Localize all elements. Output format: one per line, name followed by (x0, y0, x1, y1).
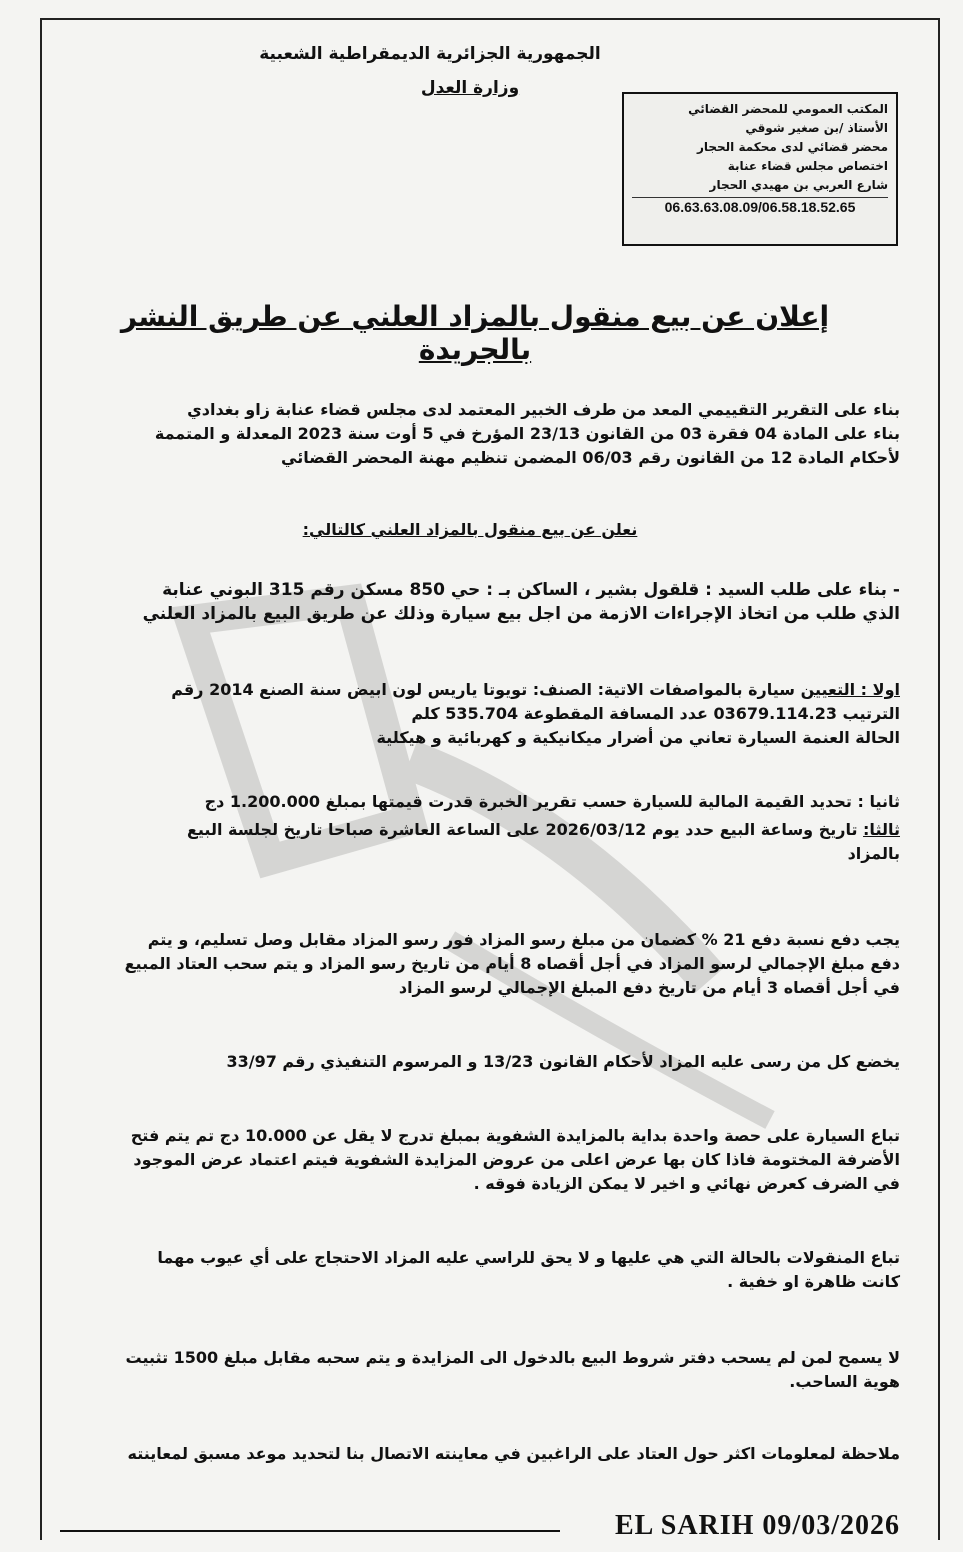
request-paragraph (70, 578, 900, 626)
third-line: بالمزاد (847, 844, 900, 863)
condition-paragraph (70, 1246, 900, 1294)
sale-paragraph (70, 1124, 900, 1196)
third-label: ثالثا: (863, 820, 900, 839)
third-line: تاريخ وساعة البيع حدد يوم 2026/03/12 على الساعة العاشرة صباحا تاريخ لجلسة البيع (186, 820, 858, 839)
office-line: المكتب العمومي للمحضر القضائي (688, 102, 888, 116)
sale-line: تباع السيارة على حصة واحدة بداية بالمزايدة الشفوية بمبلغ تدرج لا يقل عن 10.000 دج تم يتم فتح (130, 1126, 900, 1145)
third-paragraph (70, 818, 900, 866)
subject-paragraph (70, 1050, 900, 1074)
second-line: ثانيا : تحديد القيمة المالية للسيارة حسب تقرير الخبرة قدرت قيمتها بمبلغ 1.200.000 دج (204, 792, 900, 811)
announcement-subheading: نعلن عن بيع منقول بالمزاد العلني كالتالي: (302, 520, 638, 539)
office-line: الأستاذ /بن صغير شوقي (745, 121, 888, 135)
notice-title: إعلان عن بيع منقول بالمزاد العلني عن طريق النشر بالجريدة (120, 300, 830, 366)
payment-paragraph (70, 928, 900, 1000)
book-line: هوية الساحب. (789, 1372, 900, 1391)
designation-paragraph (70, 678, 900, 750)
book-paragraph (70, 1346, 900, 1394)
book-line: لا يسمح لمن لم يسحب دفتر شروط البيع بالدخول الى المزايدة و يتم سحبه مقابل مبلغ 1500 تثبيت (125, 1348, 900, 1367)
office-phone: 06.63.63.08.09/06.58.18.52.65 (632, 197, 888, 217)
designation-label: اولا : التعيين (800, 680, 900, 699)
intro-paragraph (70, 398, 900, 470)
designation-line: الحالة العنمة السيارة تعاني من أضرار ميكانيكية و كهربائية و هيكلية (376, 728, 900, 747)
payment-line: يجب دفع نسبة دفع 21 % كضمان من مبلغ رسو المزاد فور رسو المزاد مقابل وصل تسليم، و يتم (147, 930, 900, 949)
second-paragraph (70, 790, 900, 814)
notice-frame (40, 18, 940, 1540)
request-line: الذي طلب من اتخاذ الإجراءات الازمة من اجل بيع سيارة وذلك عن طريق البيع بالمزاد العلني (142, 604, 900, 624)
ministry-heading: وزارة العدل (420, 78, 520, 98)
newspaper-footer: EL SARIH 09/03/2026 (614, 1510, 900, 1541)
subject-line: يخضع كل من رسى عليه المزاد لأحكام القانون 13/23 و المرسوم التنفيذي رقم 33/97 (226, 1052, 900, 1071)
sale-line: الأضرفة المختومة فاذا كان بها عرض اعلى من عروض المزايدة الشفوية فيتم اعتماد عرض الموجود (133, 1150, 900, 1169)
office-line: اختصاص مجلس قضاء عنابة (727, 159, 888, 173)
payment-line: دفع مبلغ الإجمالي لرسو المزاد في أجل أقصاه 8 أيام من تاريخ رسو المزاد و يتم سحب العتاد المبيع (124, 954, 900, 973)
payment-line: في أجل أقصاه 3 أيام من تاريخ دفع المبلغ الإجمالي لرسو المزاد (398, 978, 900, 997)
request-line: - بناء على طلب السيد : قلقول بشير ، الساكن بـ : حي 850 مسكن رقم 315 البوني عنابة (162, 580, 900, 600)
condition-line: تباع المنقولات بالحالة التي هي عليها و لا يحق للراسي عليه المزاد الاحتجاج على أي عيوب مهما (157, 1248, 900, 1267)
intro-line: بناء على المادة 04 فقرة 03 من القانون 23/13 المؤرخ في 5 أوت سنة 2023 المعدلة و المتممة (154, 424, 900, 443)
note-paragraph (70, 1442, 900, 1466)
republic-heading: الجمهورية الجزائرية الديمقراطية الشعبية (259, 44, 601, 64)
bailiff-office-box (622, 92, 898, 246)
condition-line: كانت ظاهرة او خفية . (727, 1272, 900, 1291)
note-text: لمعلومات اكثر حول العتاد على الراغبين في معاينته الاتصال بنا لتحديد موعد مسبق لمعاينته (127, 1444, 836, 1463)
sale-line: في الضرف كعرض نهائي و اخير لا يمكن الزيادة فوقه . (473, 1174, 900, 1193)
office-line: شارع العربي بن مهيدي الحجار (709, 178, 888, 192)
intro-line: لأحكام المادة 12 من القانون رقم 06/03 المضمن تنظيم مهنة المحضر القضائي (281, 448, 900, 467)
designation-line: الترتيب 03679.114.23 عدد المسافة المقطوعة 535.704 كلم (411, 704, 900, 723)
intro-line: بناء على التقرير التقييمي المعد من طرف الخبير المعتمد لدى مجلس قضاء عنابة زاو بغدادي (187, 400, 900, 419)
designation-line: سيارة بالمواصفات الاتية: الصنف: تويوتا ياريس لون ابيض سنة الصنع 2014 رقم (171, 680, 796, 699)
note-label: ملاحظة (841, 1444, 900, 1463)
office-line: محضر قضائي لدى محكمة الحجار (696, 140, 888, 154)
footer-rule (60, 1530, 560, 1532)
